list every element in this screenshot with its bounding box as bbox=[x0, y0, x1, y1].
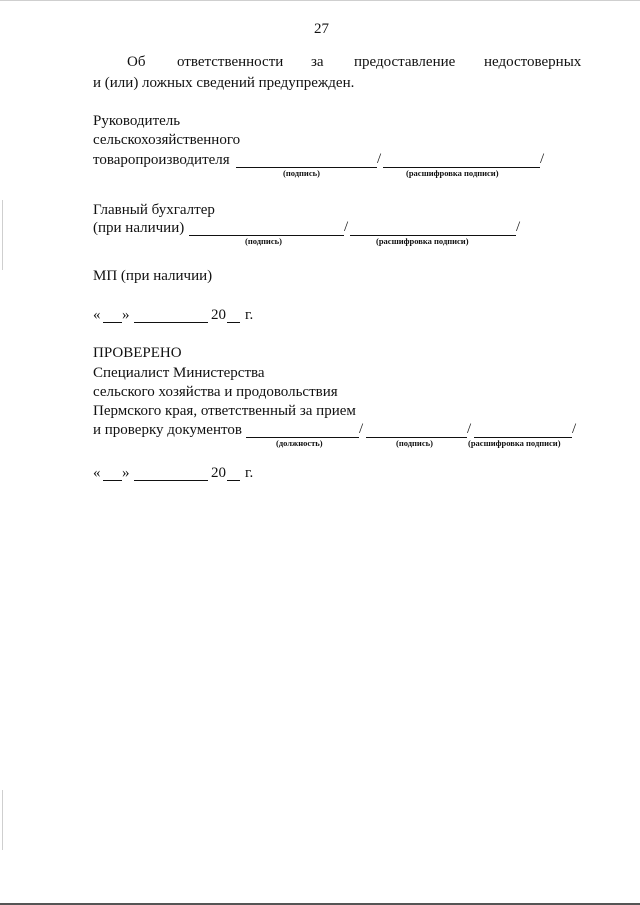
date-year-suffix: г. bbox=[245, 465, 254, 481]
stamp-label: МП (при наличии) bbox=[93, 268, 213, 284]
verified-signature-caption: (подпись) bbox=[396, 438, 433, 448]
accountant-condition: (при наличии) bbox=[93, 220, 185, 236]
date-month-line[interactable] bbox=[134, 322, 208, 323]
date-year-prefix: 20 bbox=[211, 465, 226, 481]
warning-word: недостоверных bbox=[484, 54, 582, 70]
verified-line-2: сельского хозяйства и продовольствия bbox=[93, 384, 338, 400]
verified-slash: / bbox=[467, 421, 472, 437]
head-decoding-caption: (расшифровка подписи) bbox=[406, 168, 499, 178]
verified-line-4: и проверку документов bbox=[93, 422, 242, 438]
head-title-line-1: Руководитель bbox=[93, 113, 181, 129]
warning-line-2: и (или) ложных сведений предупрежден. bbox=[93, 75, 355, 91]
date-year-line[interactable] bbox=[227, 322, 240, 323]
head-title-line-3: товаропроизводителя bbox=[93, 152, 230, 168]
verified-position-caption: (должность) bbox=[276, 438, 323, 448]
accountant-decoding-caption: (расшифровка подписи) bbox=[376, 236, 469, 246]
head-title-line-2: сельскохозяйственного bbox=[93, 132, 241, 148]
accountant-title: Главный бухгалтер bbox=[93, 202, 215, 218]
head-slash: / bbox=[377, 151, 382, 167]
date-year-prefix: 20 bbox=[211, 307, 226, 323]
date-open-quote: « bbox=[93, 307, 101, 323]
date-close-quote: » bbox=[122, 307, 130, 323]
accountant-signature-caption: (подпись) bbox=[245, 236, 282, 246]
date-day-line[interactable] bbox=[103, 480, 122, 481]
date-year-line[interactable] bbox=[227, 480, 240, 481]
warning-word: Об bbox=[127, 54, 146, 70]
verified-title: ПРОВЕРЕНО bbox=[93, 345, 182, 361]
page-number: 27 bbox=[314, 21, 329, 37]
page-left-edge-mark bbox=[2, 790, 3, 850]
page-left-edge-mark bbox=[2, 200, 3, 270]
date-day-line[interactable] bbox=[103, 322, 122, 323]
date-open-quote: « bbox=[93, 465, 101, 481]
warning-word: за bbox=[311, 54, 324, 70]
verified-line-3: Пермского края, ответственный за прием bbox=[93, 403, 356, 419]
warning-word: предоставление bbox=[354, 54, 456, 70]
head-signature-caption: (подпись) bbox=[283, 168, 320, 178]
warning-word: ответственности bbox=[177, 54, 284, 70]
verified-slash: / bbox=[359, 421, 364, 437]
head-slash: / bbox=[540, 151, 545, 167]
verified-line-1: Специалист Министерства bbox=[93, 365, 265, 381]
date-close-quote: » bbox=[122, 465, 130, 481]
date-month-line[interactable] bbox=[134, 480, 208, 481]
accountant-slash: / bbox=[344, 219, 349, 235]
date-year-suffix: г. bbox=[245, 307, 254, 323]
verified-slash: / bbox=[572, 421, 577, 437]
page-top-edge bbox=[0, 0, 640, 1]
verified-decoding-caption: (расшифровка подписи) bbox=[468, 438, 561, 448]
accountant-slash: / bbox=[516, 219, 521, 235]
